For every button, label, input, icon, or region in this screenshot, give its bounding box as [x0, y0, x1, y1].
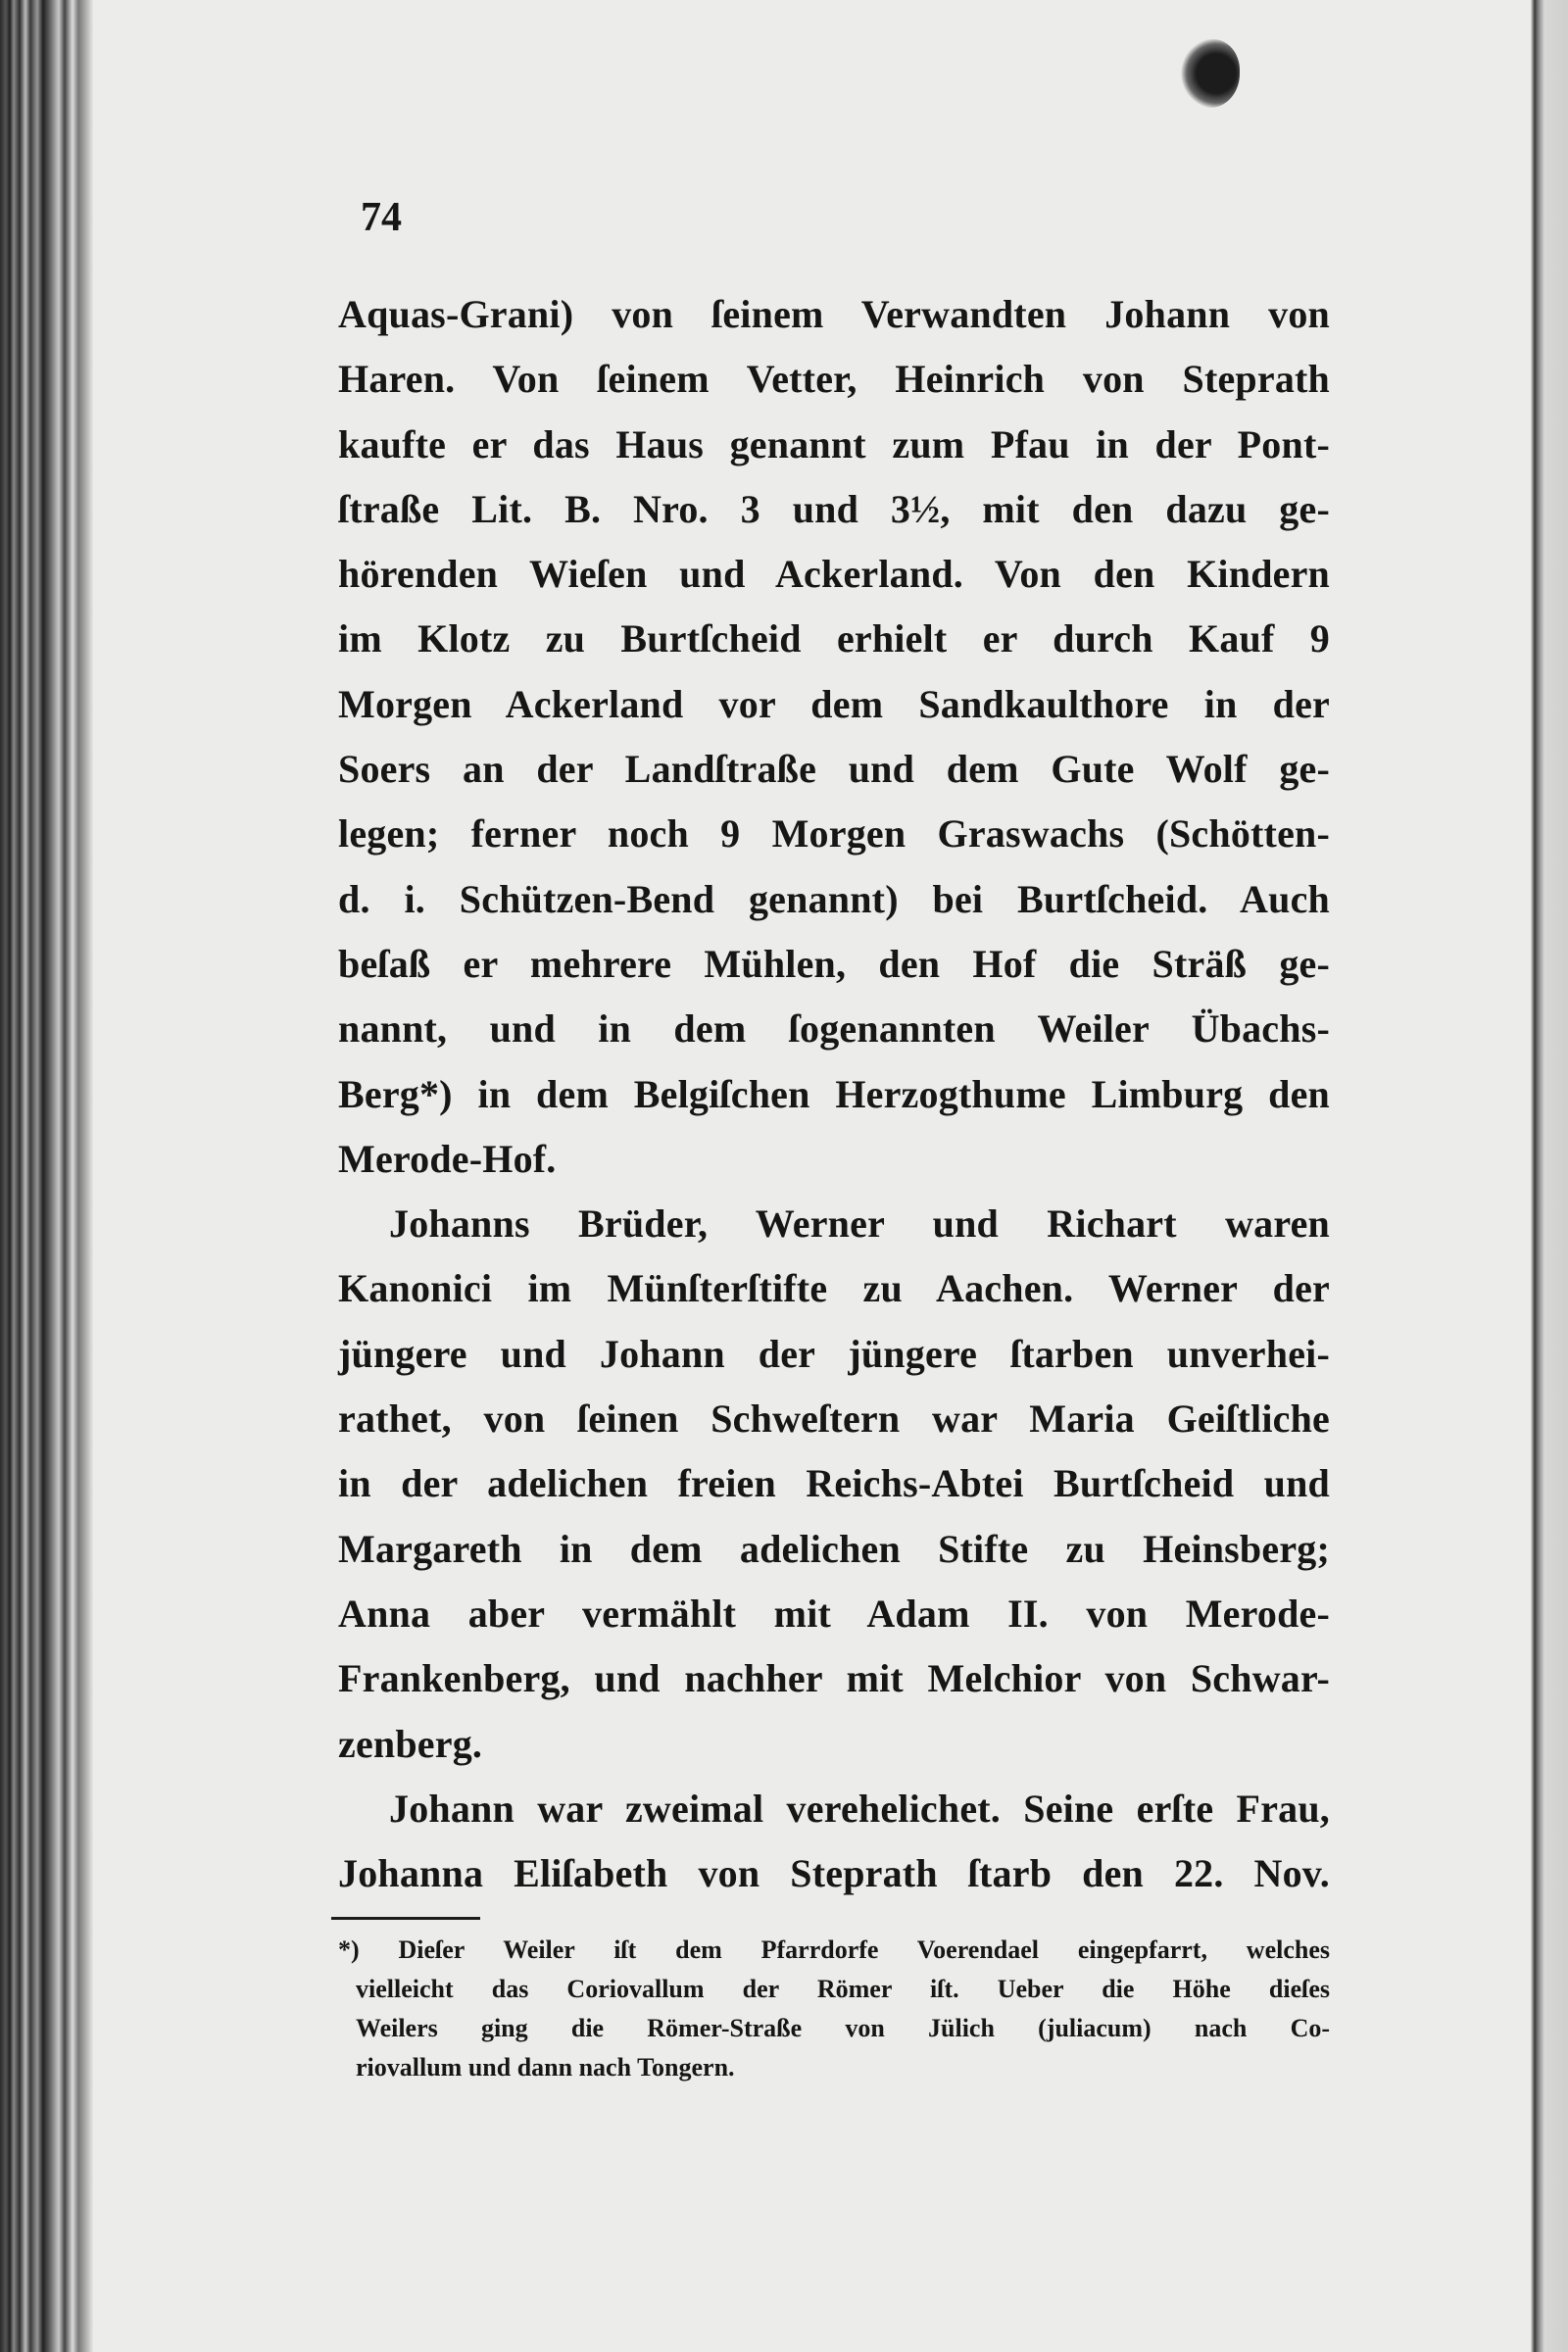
text-line: Kanonici im Münſterſtifte zu Aachen. Werner der: [338, 1266, 1330, 1311]
footnote-line: Weilers ging die Römer-Straße von Jülich (juliacum) nach Co-: [356, 2014, 1330, 2042]
text-line: hörenden Wieſen und Ackerland. Von den Kindern: [338, 552, 1330, 597]
text-line: jüngere und Johann der jüngere ſtarben unverhei-: [338, 1331, 1330, 1376]
text-line: Johanna Eliſabeth von Steprath ſtarb den 22. Nov.: [338, 1851, 1330, 1896]
text-line: kaufte er das Haus genannt zum Pfau in der Pont-: [338, 421, 1330, 466]
text-line: Morgen Ackerland vor dem Sandkaulthore in der: [338, 681, 1330, 726]
ink-smudge: [1181, 39, 1240, 108]
page-right-edge: [1531, 0, 1568, 2352]
footnote-divider: [331, 1917, 480, 1920]
text-line: d. i. Schützen-Bend genannt) bei Burtſcheid. Auch: [338, 876, 1330, 921]
text-line: Frankenberg, und nachher mit Melchior von Schwar-: [338, 1656, 1330, 1701]
page-number: 74: [361, 195, 402, 240]
text-line: legen; ferner noch 9 Morgen Graswachs (Schötten-: [338, 811, 1330, 857]
text-line: beſaß er mehrere Mühlen, den Hof die Sträß ge-: [338, 941, 1330, 986]
text-line: Anna aber vermählt mit Adam II. von Merode-: [338, 1591, 1330, 1636]
book-binding-edge: [0, 0, 93, 2352]
text-line: Merode-Hof.: [338, 1136, 557, 1181]
text-line: Berg*) in dem Belgiſchen Herzogthume Limburg den: [338, 1071, 1330, 1116]
text-line: zenberg.: [338, 1721, 483, 1766]
text-line: in der adelichen freien Reichs-Abtei Burtſcheid und: [338, 1461, 1330, 1506]
footnote: [338, 1931, 1330, 2087]
text-line: Johanns Brüder, Werner und Richart waren: [389, 1201, 1330, 1247]
text-line: Johann war zweimal verehelichet. Seine erſte Frau,: [389, 1786, 1330, 1831]
text-line: ſtraße Lit. B. Nro. 3 und 3½, mit den dazu ge-: [338, 486, 1330, 531]
text-line: Margareth in dem adelichen Stifte zu Heinsberg;: [338, 1526, 1330, 1571]
text-line: Haren. Von ſeinem Vetter, Heinrich von Steprath: [338, 357, 1330, 402]
footnote-line: vielleicht das Coriovallum der Römer iſt. Ueber die Höhe dieſes: [356, 1975, 1330, 2003]
text-line: nannt, und in dem ſogenannten Weiler Übachs-: [338, 1006, 1330, 1052]
body-text: [338, 282, 1330, 1906]
footnote-line: *) Dieſer Weiler iſt dem Pfarrdorfe Voerendael eingepfarrt, welches: [338, 1936, 1330, 1964]
text-line: rathet, von ſeinen Schweſtern war Maria Geiſtliche: [338, 1396, 1330, 1442]
footnote-line: riovallum und dann nach Tongern.: [356, 2053, 735, 2082]
text-line: im Klotz zu Burtſcheid erhielt er durch Kauf 9: [338, 616, 1330, 662]
text-line: Aquas-Grani) von ſeinem Verwandten Johann von: [338, 292, 1330, 336]
text-line: Soers an der Landſtraße und dem Gute Wolf ge-: [338, 747, 1330, 792]
